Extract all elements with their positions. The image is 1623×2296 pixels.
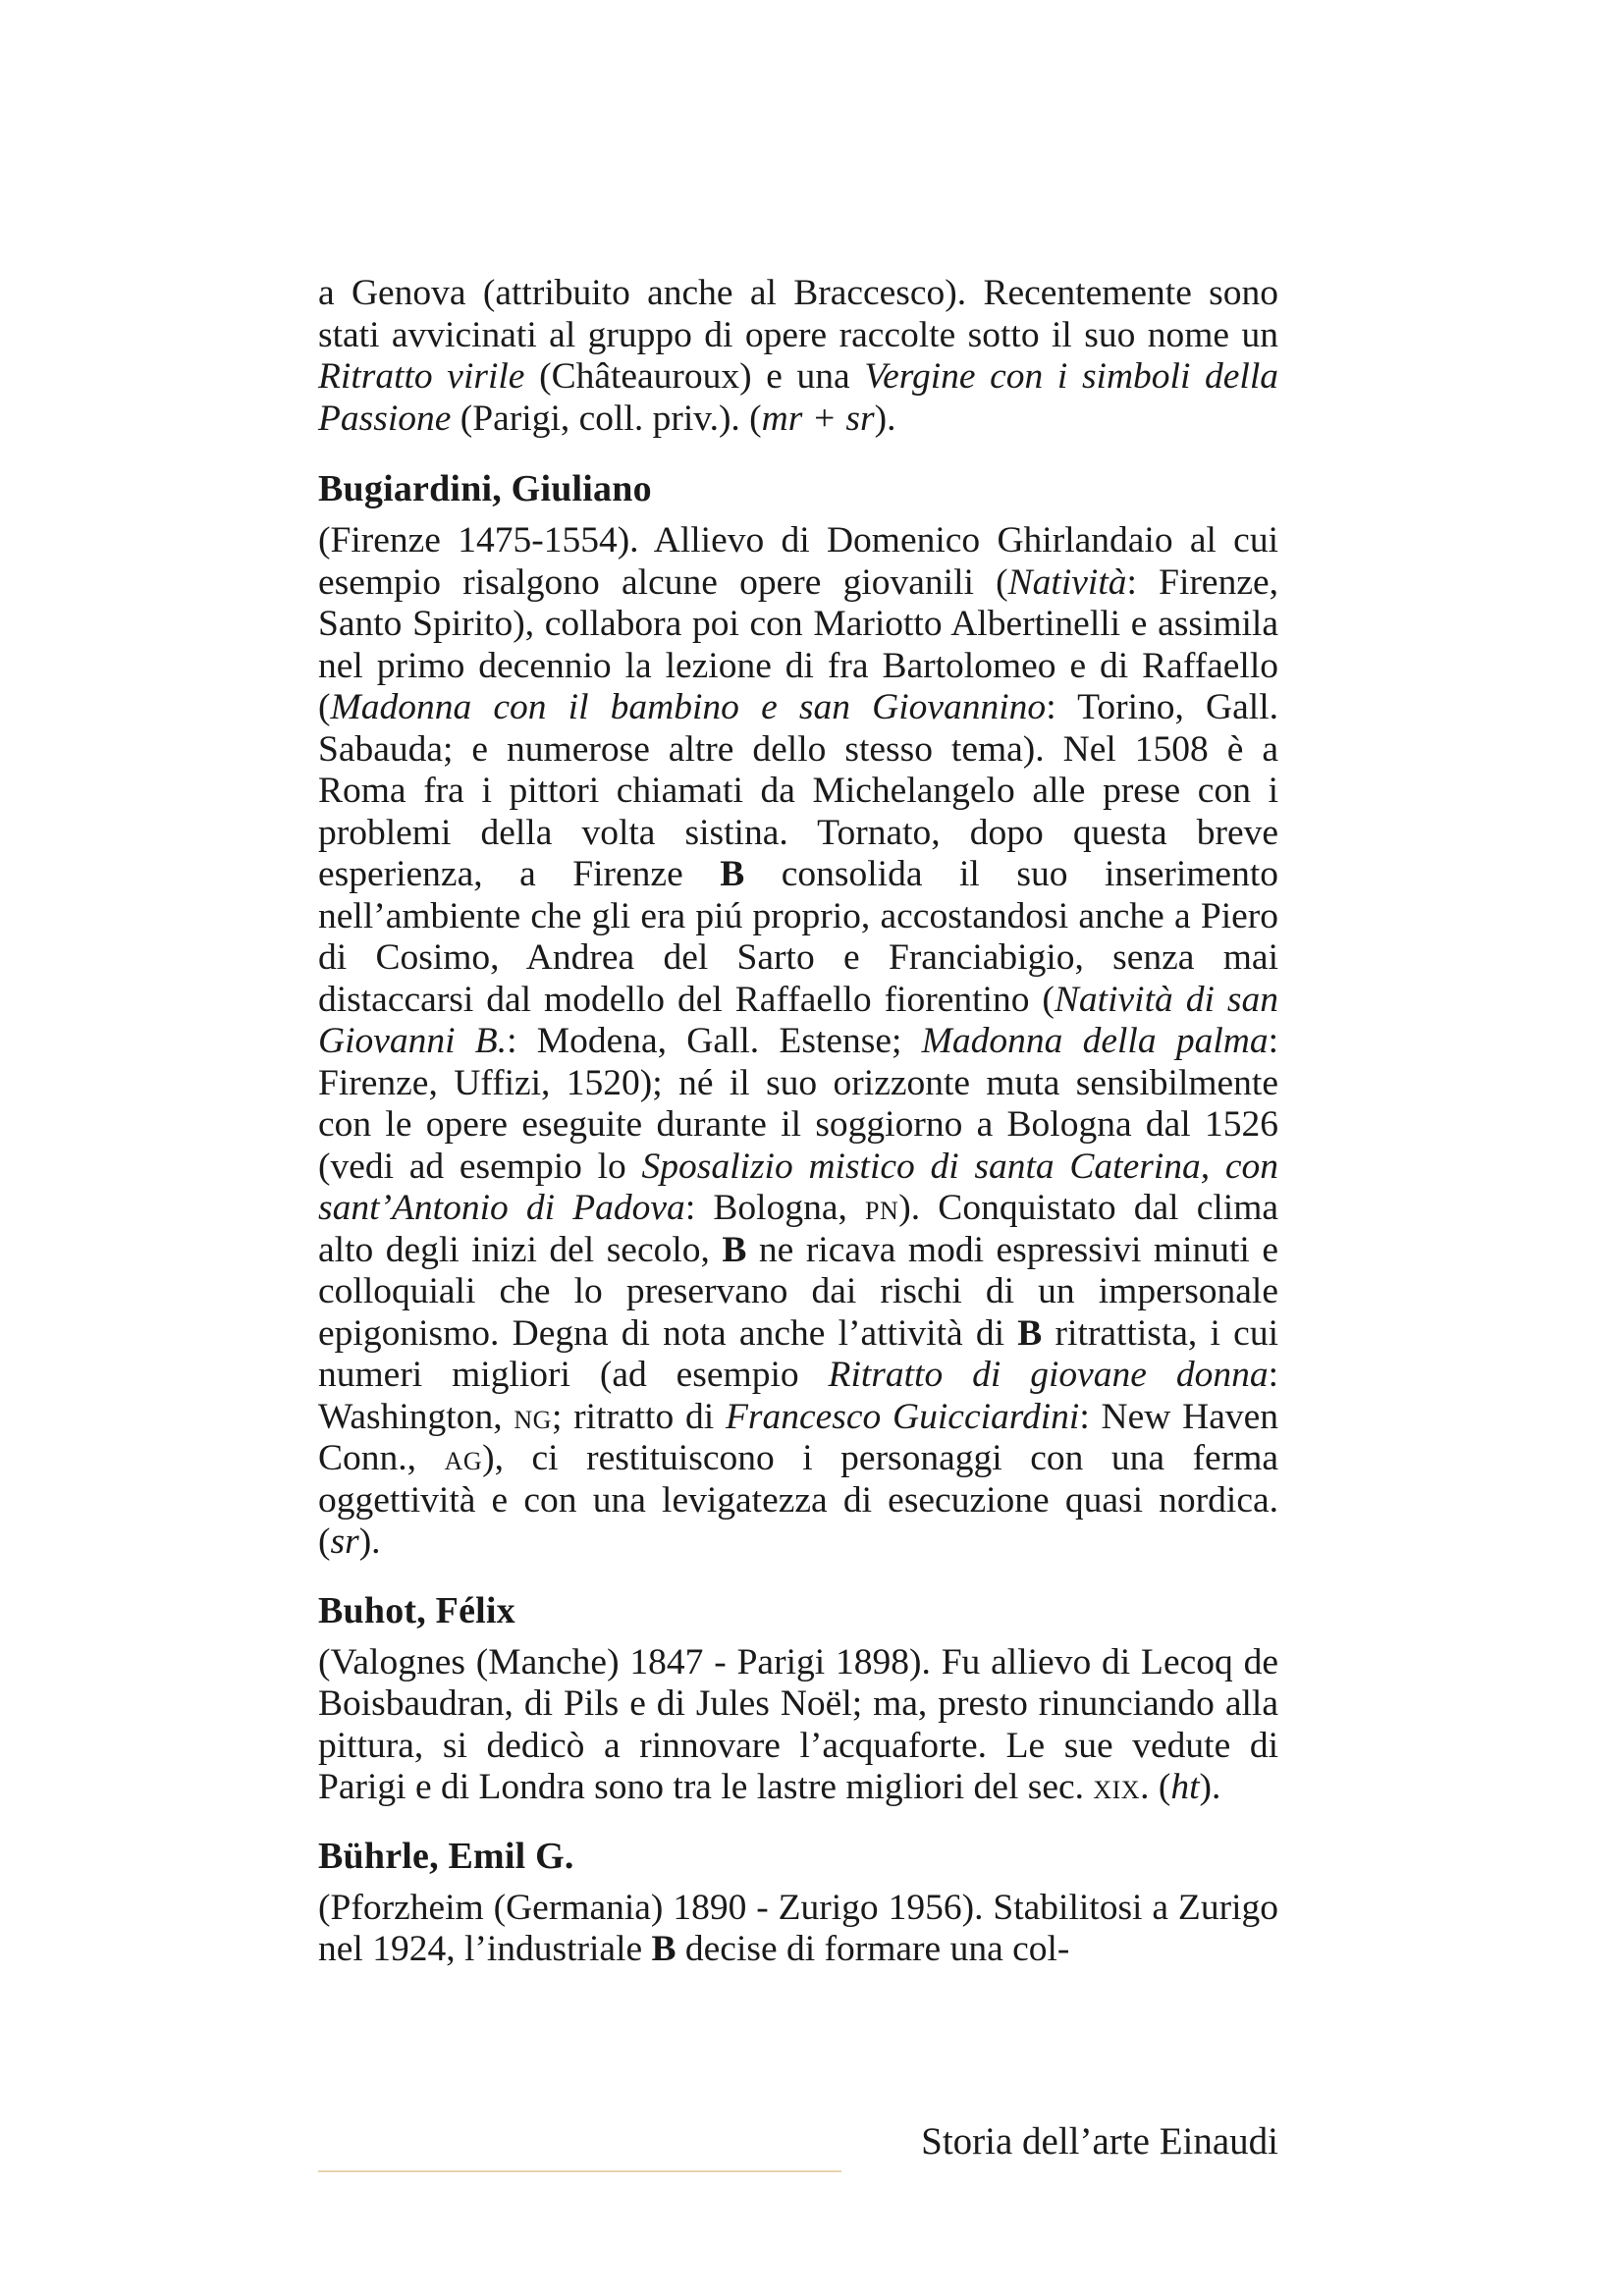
entry-heading: Buhot, Félix [318, 1589, 515, 1631]
text-run: : Firenze, Uffizi, 1520); né il suo orizzonte muta sensibilmente con le opere eseguite durante il soggiorno a Bologna dal 1526 (vedi ad esempio lo [318, 1021, 1278, 1187]
text-run: (Pforzheim (Germania) 1890 - Zurigo 1956). Stabilitosi a Zurigo nel 1924, l’industriale [318, 1887, 1278, 1969]
bold-run: B [651, 1929, 676, 1969]
text-run: ; ritratto di [551, 1396, 726, 1437]
text-run: . ( [1140, 1767, 1171, 1807]
italic-run: Madonna della palma [921, 1021, 1269, 1061]
italic-run: Natività [1007, 561, 1127, 603]
italic-run: Madonna con il bambino e san Giovannino [330, 687, 1047, 727]
text-run: ), ci restituiscono i personaggi con una ferma oggettività e con una levigatezza di esecuzione quasi nordica. ( [318, 1438, 1279, 1562]
smallcaps-run: xix [1093, 1767, 1141, 1807]
italic-run: Ritratto virile [318, 356, 525, 397]
text-run: (Valognes (Manche) 1847 - Parigi 1898). Fu allievo di Lecoq de Boisbaudran, di Pils e di Jules Noël; ma, presto rinunciando alla pittura, si dedicò a rinnovare l’acquaforte. Le sue vedute di Parigi e di Londra sono tra le lastre migliori del sec. [318, 1641, 1278, 1807]
italic-run: Vergine con i simboli della Passione [318, 356, 1278, 439]
text-run: : Modena, Gall. Estense; [507, 1021, 922, 1061]
entry-heading: Bührle, Emil G. [318, 1835, 574, 1877]
bold-run: B [720, 854, 745, 894]
text-run: : Bologna, [684, 1188, 866, 1228]
italic-run: sr [330, 1522, 359, 1562]
italic-run: Natività di san Giovanni B. [318, 979, 1278, 1061]
entry-body [318, 1642, 1278, 1809]
entry-buhrle [318, 1835, 1278, 1971]
footer-rule [318, 2170, 841, 2172]
entry-heading: Bugiardini, Giuliano [318, 468, 652, 509]
smallcaps-run: pn [865, 1188, 899, 1228]
italic-run: mr + sr [761, 398, 875, 439]
smallcaps-run: ag [444, 1438, 483, 1478]
bold-run: B [1017, 1312, 1043, 1354]
footer-title: Storia dell’arte Einaudi [921, 2120, 1278, 2163]
italic-run: Francesco Guicciardini [725, 1396, 1080, 1437]
page-body [318, 273, 1278, 1997]
text-run: : Washington, [318, 1355, 1278, 1437]
entry-body [318, 1888, 1278, 1971]
entry-buhot [318, 1589, 1278, 1809]
text-run: consolida il suo inserimento nell’ambiente che gli era piú proprio, accostandosi anche a Piero di Cosimo, Andrea del Sarto e Franciabigio, senza mai distaccarsi dal modello del Raffaello fiorentino ( [318, 854, 1278, 1020]
smallcaps-run: ng [514, 1396, 552, 1437]
entry-body [318, 520, 1278, 1564]
text-run: ). [358, 1522, 381, 1562]
page-footer [318, 2112, 1278, 2171]
text-run: ). [1199, 1767, 1221, 1807]
italic-run: Ritratto di giovane donna [828, 1355, 1269, 1395]
entry-bugiardini [318, 467, 1278, 1564]
text-run: ). [874, 398, 896, 439]
entry-body [318, 273, 1278, 440]
text-run: (Parigi, coll. priv.). ( [451, 398, 762, 439]
text-run: ). Conquistato dal clima alto degli inizi del secolo, [318, 1188, 1279, 1270]
text-run: : Firenze, Santo Spirito), collabora poi con Mariotto Albertinelli e assimila nel primo decennio la lezione di fra Bartolomeo e di Raffaello ( [318, 561, 1278, 727]
entry-continuation [318, 273, 1278, 440]
text-run: ne ricava modi espressivi minuti e colloquiali che lo preservano dai rischi di un impersonale epigonismo. Degna di nota anche l’attività di [318, 1229, 1278, 1354]
text-run: (Châteauroux) e una [524, 356, 865, 397]
text-run: : New Haven Conn., [318, 1396, 1278, 1478]
bold-run: B [722, 1229, 747, 1270]
text-run: (Firenze 1475-1554). Allievo di Domenico Ghirlandaio al cui esempio risalgono alcune opere giovanili ( [318, 520, 1278, 603]
italic-run: Sposalizio mistico di santa Caterina, con sant’Antonio di Padova [318, 1146, 1278, 1228]
italic-run: ht [1170, 1767, 1200, 1807]
text-run: decise di formare una col- [676, 1929, 1070, 1969]
text-run: a Genova (attribuito anche al Braccesco). Recentemente sono stati avvicinati al gruppo di opere raccolte sotto il suo nome un [318, 273, 1278, 355]
text-run: : Torino, Gall. Sabauda; e numerose altre dello stesso tema). Nel 1508 è a Roma fra i pittori chiamati da Michelangelo alle prese con i problemi della volta sistina. Tornato, dopo questa breve esperienza, a Firenze [318, 687, 1278, 894]
text-run: ritrattista, i cui numeri migliori (ad esempio [318, 1312, 1278, 1395]
